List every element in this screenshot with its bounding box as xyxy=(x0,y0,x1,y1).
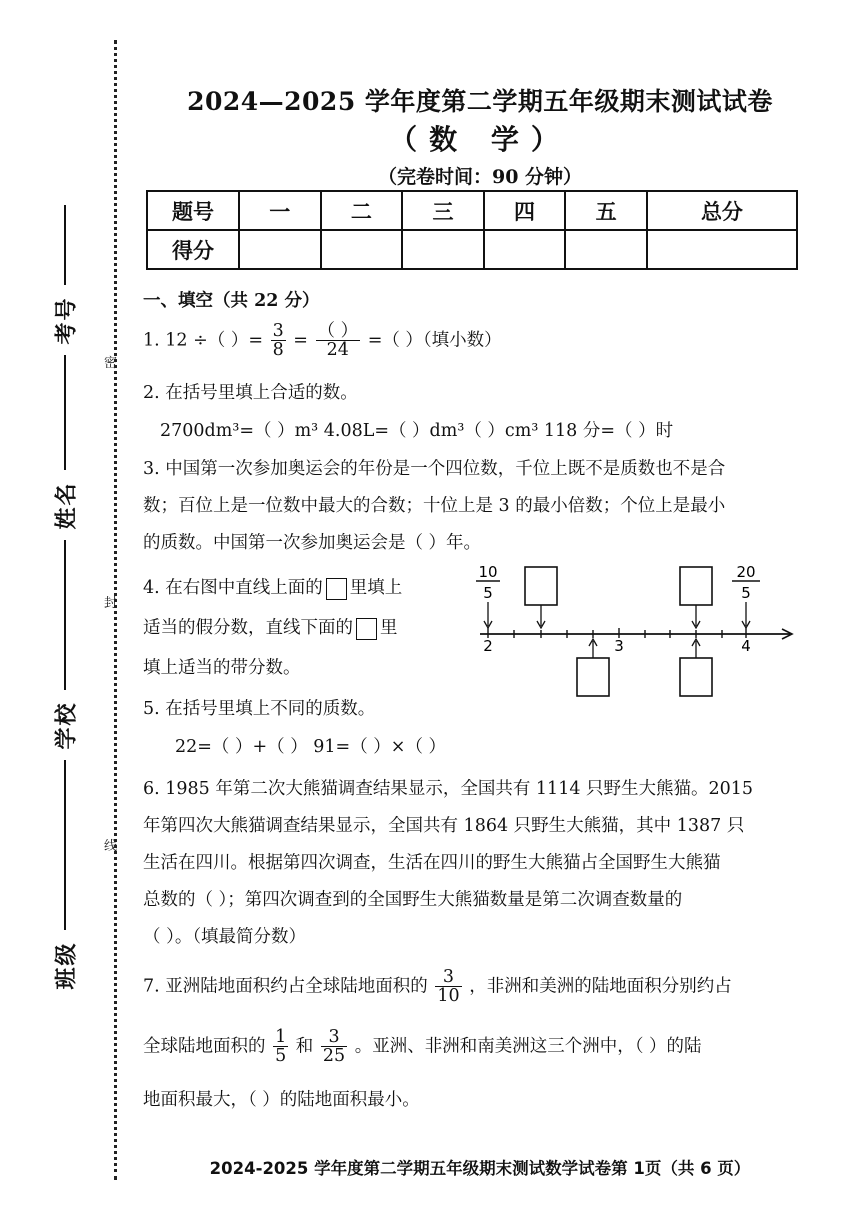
q4-text: 里 xyxy=(380,618,398,638)
question-4-line-2 xyxy=(143,614,398,640)
question-3-line-1: 3. 中国第一次参加奥运会的年份是一个四位数，千位上既不是质数也不是合 xyxy=(143,459,726,479)
banji-line xyxy=(64,760,66,930)
table-cell: 一 xyxy=(239,191,321,230)
tick-label: 2 xyxy=(483,637,493,655)
q7-fraction-1 xyxy=(435,968,461,1006)
q1-equals: = xyxy=(293,330,308,351)
question-5-blanks: 22=（ ）+（ ） 91=（ ）×（ ） xyxy=(175,737,447,757)
exam-title: 2024—2025 学年度第二学期五年级期末测试试卷 xyxy=(187,87,773,116)
binding-char-xian: 线 xyxy=(104,839,118,854)
q4-text: 4. 在右图中直线上面的 xyxy=(143,578,323,598)
question-6-line-4: 总数的（ ）；第四次调查到的全国野生大熊猫数量是第二次调查数量的 xyxy=(143,890,683,910)
table-cell: 四 xyxy=(484,191,566,230)
question-6-line-2: 年第四次大熊猫调查结果显示，全国共有 1864 只野生大熊猫，其中 1387 只 xyxy=(143,816,745,836)
score-cell[interactable] xyxy=(647,230,797,269)
fraction-denominator: 10 xyxy=(437,986,460,1007)
left-fraction-label xyxy=(476,563,500,628)
section-heading: 一、填空（共 22 分） xyxy=(143,291,320,311)
score-table-header-row xyxy=(147,191,797,230)
score-cell[interactable] xyxy=(484,230,566,269)
answer-box-top-2[interactable] xyxy=(680,567,712,605)
score-table-score-row xyxy=(147,230,797,269)
tick-label: 4 xyxy=(741,637,751,655)
question-6-line-1: 6. 1985 年第二次大熊猫调查结果显示，全国共有 1114 只野生大熊猫。2015 xyxy=(143,779,754,799)
fraction-numerator: 3 xyxy=(272,321,284,341)
fraction-denominator: 5 xyxy=(741,584,751,602)
question-1 xyxy=(143,322,502,360)
q1-fraction-1 xyxy=(271,322,286,360)
fraction-denominator: 5 xyxy=(275,1046,287,1067)
question-7-line-1 xyxy=(143,968,732,1006)
kaohao-underline xyxy=(64,205,66,285)
fraction-denominator: 8 xyxy=(272,340,284,361)
score-cell[interactable] xyxy=(565,230,647,269)
question-3-line-2: 数；百位上是一位数中最大的合数；十位上是 3 的最小倍数；个位上是最小 xyxy=(143,496,726,516)
q7-text: ，非洲和美洲的陆地面积分别约占 xyxy=(469,976,732,997)
q1-fraction-2 xyxy=(316,322,361,360)
table-cell: 二 xyxy=(321,191,403,230)
fraction-numerator: （ ） xyxy=(317,321,359,341)
fraction-numerator: 10 xyxy=(478,563,498,581)
fraction-numerator: 3 xyxy=(435,968,461,987)
question-6-line-3: 生活在四川。根据第四次调查，生活在四川的野生大熊猫占全国野生大熊猫 xyxy=(143,853,721,873)
q1-prefix: 1. 12 ÷（ ）= xyxy=(143,330,263,351)
banji-label: 班级 xyxy=(53,941,80,990)
fraction-numerator: 3 xyxy=(321,1028,347,1047)
q7-fraction-2 xyxy=(273,1028,288,1066)
binding-char-feng: 封 xyxy=(104,596,118,611)
fraction-denominator: 5 xyxy=(483,584,493,602)
right-fraction-label xyxy=(732,563,760,628)
table-cell: 总分 xyxy=(647,191,797,230)
table-cell: 得分 xyxy=(147,230,239,269)
fraction-numerator: 1 xyxy=(275,1027,287,1047)
question-6-line-5: （ ）。（填最简分数） xyxy=(143,927,307,947)
binding-char-mi: 密 xyxy=(104,356,118,371)
answer-box-bottom-1[interactable] xyxy=(577,658,609,696)
question-3-line-3: 的质数。中国第一次参加奥运会是（ ）年。 xyxy=(143,533,482,553)
kaohao-label: 考号 xyxy=(53,296,80,345)
score-table xyxy=(146,190,798,270)
question-4-line-1 xyxy=(143,574,402,600)
q4-text: 适当的假分数，直线下面的 xyxy=(143,618,353,638)
question-7-line-3: 地面积最大，（ ）的陆地面积最小。 xyxy=(143,1090,420,1110)
q4-text: 里填上 xyxy=(349,578,403,598)
q7-fraction-3 xyxy=(321,1028,347,1066)
question-7-line-2 xyxy=(143,1028,702,1066)
fraction-denominator: 24 xyxy=(326,340,349,361)
q7-text: 7. 亚洲陆地面积约占全球陆地面积的 xyxy=(143,976,428,997)
table-cell: 三 xyxy=(402,191,484,230)
xingming-label: 姓名 xyxy=(53,481,80,530)
exam-subject: （数 学） xyxy=(389,123,571,156)
question-2-blanks: 2700dm³=（ ）m³ 4.08L=（ ）dm³（ ）cm³ 118 分=（ ）时 xyxy=(160,421,674,441)
question-4-line-3: 填上适当的带分数。 xyxy=(143,658,301,678)
xuexiao-label: 学校 xyxy=(53,701,80,750)
q1-suffix: =（ ）（填小数） xyxy=(367,330,502,351)
exam-time: （完卷时间：90 分钟） xyxy=(377,166,583,188)
q7-text: 和 xyxy=(295,1036,314,1057)
xingming-line-bottom xyxy=(64,540,66,690)
q7-text: 全球陆地面积的 xyxy=(143,1036,266,1057)
xingming-line-top xyxy=(64,355,66,470)
table-cell: 五 xyxy=(565,191,647,230)
question-2: 2. 在括号里填上合适的数。 xyxy=(143,383,358,403)
answer-box-bottom-2[interactable] xyxy=(680,658,712,696)
score-cell[interactable] xyxy=(402,230,484,269)
score-cell[interactable] xyxy=(239,230,321,269)
fraction-denominator: 25 xyxy=(322,1046,346,1067)
answer-box-icon xyxy=(356,618,377,640)
score-cell[interactable] xyxy=(321,230,403,269)
q7-text: 。亚洲、非洲和南美洲这三个洲中，（ ）的陆 xyxy=(354,1036,702,1057)
answer-box-top-1[interactable] xyxy=(525,567,557,605)
page-footer: 2024-2025 学年度第二学期五年级期末测试数学试卷第 1页（共 6 页） xyxy=(209,1159,751,1178)
fraction-numerator: 20 xyxy=(736,563,756,581)
tick-label: 3 xyxy=(614,637,624,655)
answer-box-icon xyxy=(326,578,347,600)
question-5: 5. 在括号里填上不同的质数。 xyxy=(143,699,376,719)
table-cell: 题号 xyxy=(147,191,239,230)
number-line-figure xyxy=(470,560,800,705)
